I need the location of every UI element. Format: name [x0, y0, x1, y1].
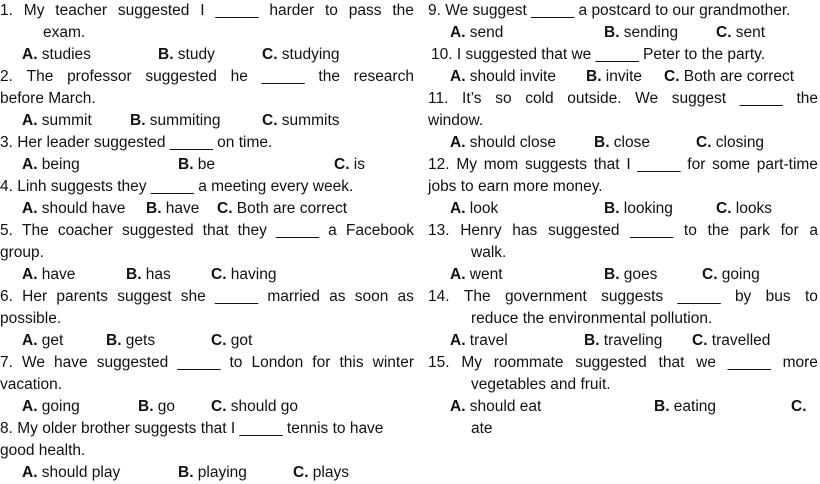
question-7-text-word: winter	[372, 354, 414, 371]
option-text: going	[717, 266, 760, 283]
question-5-text-word: a	[328, 222, 337, 239]
question-6-text-word: suggest	[117, 288, 172, 305]
question-6-option-a[interactable]	[22, 330, 63, 352]
question-11-text-word: 11.	[428, 90, 449, 107]
question-11-text-word: suggest	[671, 90, 727, 107]
question-1-option-c[interactable]	[262, 44, 340, 66]
question-1-text-word: _____	[215, 2, 259, 19]
question-12-text-word: that	[593, 156, 620, 173]
question-10-line-1	[428, 44, 818, 66]
question-9-text: 9. We suggest _____ a postcard to our grandmother.	[428, 2, 791, 19]
question-5-text-word: The	[22, 222, 49, 239]
question-14-text-word: suggests	[601, 288, 664, 305]
option-letter: C.	[664, 68, 680, 85]
question-5-options	[0, 264, 414, 286]
question-3-option-c[interactable]	[334, 154, 365, 176]
option-letter: A.	[450, 200, 466, 217]
option-letter: C.	[262, 112, 278, 129]
option-text: should play	[37, 464, 121, 481]
option-letter: A.	[450, 332, 466, 349]
question-5-text-word: _____	[275, 222, 320, 239]
option-text: having	[226, 266, 277, 283]
option-letter: B.	[130, 112, 146, 129]
option-letter: A.	[22, 112, 38, 129]
question-11-text-word: cold	[525, 90, 554, 107]
question-7-line-2	[0, 374, 414, 396]
question-7-option-b[interactable]	[138, 396, 175, 418]
option-text: is	[349, 156, 365, 173]
question-13-text-word: for	[780, 222, 799, 239]
question-12-text-word: mom	[483, 156, 519, 173]
question-6-text-word: as	[329, 288, 346, 305]
question-1-text-word: pass	[348, 2, 382, 19]
question-13-text-word: Henry	[460, 222, 502, 239]
question-11-text-cont: window.	[428, 112, 484, 129]
question-5-line-2	[0, 242, 414, 264]
option-text: travelled	[707, 332, 771, 349]
option-letter: B.	[604, 24, 620, 41]
question-7-option-c[interactable]	[211, 396, 298, 418]
question-3-option-b[interactable]	[178, 154, 215, 176]
option-letter: A.	[22, 200, 38, 217]
question-14-text-word: 14.	[428, 288, 450, 305]
question-11-text-word: outside.	[567, 90, 622, 107]
option-letter: B.	[594, 134, 610, 151]
right-column	[428, 0, 818, 440]
question-14-option-a[interactable]	[450, 330, 508, 352]
option-text: sending	[619, 24, 679, 41]
question-5-text-word: they	[237, 222, 267, 239]
question-3-options	[0, 154, 414, 176]
question-2-text-word: The	[26, 68, 54, 85]
question-14-line-2	[428, 308, 818, 330]
question-12-text-word: for	[687, 156, 706, 173]
question-12-text-word: some	[712, 156, 751, 173]
question-2-text-cont: before March.	[0, 90, 96, 107]
question-7-line-1	[0, 352, 414, 374]
question-10-options	[428, 66, 818, 88]
question-12-option-b[interactable]	[604, 198, 673, 220]
question-11-option-a[interactable]	[450, 132, 556, 154]
question-1-option-a[interactable]	[22, 44, 91, 66]
question-13-text-word: 13.	[428, 222, 450, 239]
question-1-text-word: teacher	[55, 2, 107, 19]
question-7-text-word: for	[312, 354, 331, 371]
question-5-text-word: Facebook	[345, 222, 414, 239]
question-8-line-2	[0, 440, 414, 462]
option-text: should close	[465, 134, 556, 151]
option-letter: A.	[450, 24, 466, 41]
question-10-option-c[interactable]	[664, 66, 794, 88]
option-text: go	[153, 398, 176, 415]
question-6-text-word: _____	[215, 288, 259, 305]
option-text: should go	[226, 398, 299, 415]
question-15-text-word: roommate	[493, 354, 564, 371]
question-7-text-word: have	[54, 354, 88, 371]
question-8-option-c[interactable]	[293, 462, 349, 484]
question-15-line-1	[428, 352, 818, 374]
option-letter: A.	[22, 464, 38, 481]
option-letter: B.	[584, 332, 600, 349]
option-letter: C.	[211, 332, 227, 349]
question-1-text-cont: exam.	[43, 24, 86, 41]
option-text: goes	[619, 266, 658, 283]
option-text: looks	[731, 200, 772, 217]
question-15-text-word: suggested	[575, 354, 647, 371]
question-6-text-word: 6.	[0, 288, 13, 305]
question-13-text-word: to	[683, 222, 697, 239]
option-text: went	[465, 266, 503, 283]
question-4-line-1	[0, 176, 414, 198]
option-text: traveling	[599, 332, 663, 349]
option-letter: A.	[450, 266, 466, 283]
question-12-text-word: _____	[637, 156, 681, 173]
question-14-text-word: government	[504, 288, 587, 305]
question-15-text-word: _____	[727, 354, 771, 371]
question-6-text-word: Her	[22, 288, 48, 305]
question-6-option-c[interactable]	[211, 330, 252, 352]
question-13-text-word: _____	[630, 222, 674, 239]
option-text: plays	[308, 464, 349, 481]
option-letter: C.	[211, 398, 227, 415]
option-text: studies	[37, 46, 91, 63]
option-text: got	[226, 332, 253, 349]
option-text: summits	[277, 112, 340, 129]
question-6-text-cont: possible.	[0, 310, 62, 327]
question-12-text-word: I	[626, 156, 631, 173]
question-12-line-2	[428, 176, 818, 198]
question-7-text-cont: vacation.	[0, 376, 63, 393]
question-14-text-word: bus	[765, 288, 791, 305]
question-3-option-a[interactable]	[22, 154, 80, 176]
question-11-text-word: _____	[739, 90, 783, 107]
option-text: Both are correct	[232, 200, 348, 217]
option-letter: A.	[450, 134, 466, 151]
question-15-text-cont: vegetables and fruit.	[471, 376, 611, 393]
option-text: study	[173, 46, 215, 63]
question-11-option-c[interactable]	[696, 132, 764, 154]
question-1-text-word: to	[324, 2, 338, 19]
question-6-line-1	[0, 286, 414, 308]
option-text: summit	[37, 112, 92, 129]
question-7-text-word: this	[339, 354, 364, 371]
question-2-option-b[interactable]	[130, 110, 220, 132]
question-6-text-word: married	[267, 288, 320, 305]
option-letter: B.	[138, 398, 154, 415]
question-2-line-1	[0, 66, 414, 88]
question-1-text-word: harder	[269, 2, 315, 19]
option-letter: C.	[217, 200, 233, 217]
option-letter: B.	[654, 398, 670, 415]
question-3-line-1	[0, 132, 414, 154]
question-15-option-c-cont	[428, 418, 818, 440]
option-text: gets	[121, 332, 156, 349]
option-letter: B.	[586, 68, 602, 85]
question-8-options	[0, 462, 414, 484]
question-1-text-word: suggested	[117, 2, 190, 19]
question-8-text: 8. My older brother suggests that I _____ tennis to have	[0, 420, 384, 437]
question-7-text-word: We	[22, 354, 45, 371]
option-text: going	[37, 398, 80, 415]
option-letter: A.	[450, 68, 466, 85]
question-14-text-word: to	[804, 288, 818, 305]
option-text: should have	[37, 200, 126, 217]
option-letter: C.	[716, 24, 732, 41]
question-14-text-word: The	[463, 288, 491, 305]
question-7-option-a[interactable]	[22, 396, 80, 418]
question-11-line-2	[428, 110, 818, 132]
question-2-options	[0, 110, 414, 132]
question-13-options	[428, 264, 818, 286]
question-1-text-word: 1.	[0, 2, 13, 19]
question-11-line-1	[428, 88, 818, 110]
question-1-options	[0, 44, 414, 66]
question-2-text-word: professor	[67, 68, 132, 85]
option-text: playing	[193, 464, 247, 481]
option-letter: B.	[106, 332, 122, 349]
option-letter: C.	[692, 332, 708, 349]
question-9-option-c[interactable]	[716, 22, 765, 44]
question-7-text-word: London	[251, 354, 304, 371]
option-text: closing	[711, 134, 765, 151]
question-11-option-b[interactable]	[594, 132, 650, 154]
question-8-option-b[interactable]	[178, 462, 247, 484]
question-4-options	[0, 198, 414, 220]
question-4-option-c[interactable]	[217, 198, 347, 220]
question-12-text-word: My	[456, 156, 477, 173]
option-text: have	[161, 200, 200, 217]
question-7-options	[0, 396, 414, 418]
option-letter: C.	[262, 46, 278, 63]
question-10-option-b[interactable]	[586, 66, 642, 88]
question-14-option-c[interactable]	[692, 330, 770, 352]
question-14-option-b[interactable]	[584, 330, 662, 352]
question-12-text-cont: jobs to earn more money.	[428, 178, 603, 195]
question-2-text-word: the	[318, 68, 340, 85]
question-6-text-word: parents	[56, 288, 109, 305]
option-letter: C.	[334, 156, 350, 173]
question-14-line-1	[428, 286, 818, 308]
question-13-option-b[interactable]	[604, 264, 657, 286]
option-text: invite	[601, 68, 642, 85]
question-10-option-a[interactable]	[450, 66, 556, 88]
question-15-text-word: more	[782, 354, 818, 371]
question-15-line-2	[428, 374, 818, 396]
question-4-option-a[interactable]	[22, 198, 125, 220]
question-15-text-word: we	[696, 354, 716, 371]
option-text: Both are correct	[679, 68, 795, 85]
option-text: being	[37, 156, 80, 173]
question-7-text-word: suggested	[96, 354, 169, 371]
question-8-option-a[interactable]	[22, 462, 120, 484]
question-1-text-word: I	[200, 2, 205, 19]
question-8-text-cont: good health.	[0, 442, 86, 459]
option-text: look	[465, 200, 499, 217]
option-text: should invite	[465, 68, 556, 85]
question-9-option-b[interactable]	[604, 22, 678, 44]
question-11-text-word: We	[635, 90, 659, 107]
option-letter: C.	[293, 464, 309, 481]
question-13-text-word: the	[707, 222, 730, 239]
question-12-options	[428, 198, 818, 220]
question-6-text-word: soon	[354, 288, 389, 305]
question-5-option-a[interactable]	[22, 264, 75, 286]
question-4-text: 4. Linh suggests they _____ a meeting every week.	[0, 178, 354, 195]
question-11-text-word: It’s	[462, 90, 482, 107]
question-8-line-1	[0, 418, 414, 440]
option-text: get	[37, 332, 64, 349]
option-letter: C.	[696, 134, 712, 151]
option-letter: A.	[22, 332, 38, 349]
question-3-text: 3. Her leader suggested _____ on time.	[0, 134, 273, 151]
question-15-text-word: My	[461, 354, 482, 371]
question-15-option-b[interactable]	[654, 396, 716, 418]
option-letter: B.	[158, 46, 174, 63]
question-13-text-word: suggested	[547, 222, 620, 239]
option-letter: A.	[22, 398, 38, 415]
question-2-option-a[interactable]	[22, 110, 92, 132]
question-15-options	[428, 396, 818, 418]
question-6-text-word: she	[180, 288, 206, 305]
question-14-text-word: by	[734, 288, 752, 305]
question-13-text-cont: walk.	[471, 244, 507, 261]
question-9-line-1	[428, 0, 818, 22]
question-15-text-word: that	[658, 354, 685, 371]
question-12-option-c[interactable]	[716, 198, 772, 220]
question-13-option-a[interactable]	[450, 264, 503, 286]
question-2-option-c[interactable]	[262, 110, 340, 132]
question-11-text-word: so	[495, 90, 512, 107]
question-4-option-b[interactable]	[146, 198, 199, 220]
option-letter: B.	[604, 200, 620, 217]
question-2-text-word: research	[353, 68, 414, 85]
option-text: close	[609, 134, 650, 151]
question-1-option-b[interactable]	[158, 44, 215, 66]
question-14-text-word: _____	[677, 288, 721, 305]
option-letter: C.	[702, 266, 718, 283]
question-11-text-word: the	[796, 90, 818, 107]
question-5-text-cont: group.	[0, 244, 44, 261]
option-text[interactable]: ate	[471, 420, 493, 437]
option-text: studying	[277, 46, 340, 63]
question-6-line-2	[0, 308, 414, 330]
option-text: sent	[731, 24, 766, 41]
option-text: looking	[619, 200, 673, 217]
question-12-option-a[interactable]	[450, 198, 498, 220]
question-7-text-word: 7.	[0, 354, 13, 371]
question-12-text-word: 12.	[428, 156, 450, 173]
option-text: should eat	[465, 398, 542, 415]
question-15-text-word: 15.	[428, 354, 450, 371]
question-2-text-word: he	[230, 68, 248, 85]
question-13-text-word: park	[739, 222, 770, 239]
option-letter: A.	[22, 156, 38, 173]
option-letter: A.	[22, 46, 38, 63]
option-letter: B.	[604, 266, 620, 283]
option-text: have	[37, 266, 76, 283]
option-text: has	[141, 266, 171, 283]
option-letter: A.	[450, 398, 466, 415]
option-text: summiting	[145, 112, 221, 129]
question-1-text-word: My	[23, 2, 45, 19]
question-5-text-word: suggested	[122, 222, 194, 239]
option-letter: B.	[178, 464, 194, 481]
question-5-option-c[interactable]	[211, 264, 276, 286]
question-14-options	[428, 330, 818, 352]
question-10-text: 10. I suggested that we _____ Peter to the party.	[431, 46, 766, 63]
question-5-text-word: that	[202, 222, 229, 239]
question-12-text-word: suggests	[524, 156, 587, 173]
question-13-line-2	[428, 242, 818, 264]
question-13-line-1	[428, 220, 818, 242]
question-15-option-c[interactable]	[791, 396, 807, 418]
option-text: travel	[465, 332, 508, 349]
question-14-text-cont: reduce the environmental pollution.	[471, 310, 713, 327]
option-letter: B.	[126, 266, 142, 283]
question-12-line-1	[428, 154, 818, 176]
question-12-text-word: part-time	[756, 156, 818, 173]
option-letter: C.	[791, 398, 807, 415]
question-2-text-word: suggested	[145, 68, 217, 85]
question-5-text-word: 5.	[0, 222, 13, 239]
question-6-text-word: as	[397, 288, 414, 305]
question-5-line-1	[0, 220, 414, 242]
option-letter: C.	[211, 266, 227, 283]
option-text: send	[465, 24, 504, 41]
question-7-text-word: _____	[177, 354, 221, 371]
option-text: be	[193, 156, 216, 173]
option-letter: C.	[716, 200, 732, 217]
option-letter: B.	[146, 200, 162, 217]
option-letter: B.	[178, 156, 194, 173]
question-1-line-2	[0, 22, 414, 44]
question-1-line-1	[0, 0, 414, 22]
question-13-text-word: a	[809, 222, 818, 239]
question-7-text-word: to	[229, 354, 243, 371]
question-1-text-word: the	[392, 2, 414, 19]
question-9-options	[428, 22, 818, 44]
question-15-option-a[interactable]	[450, 396, 541, 418]
question-2-line-2	[0, 88, 414, 110]
question-13-text-word: has	[512, 222, 538, 239]
question-5-text-word: coacher	[57, 222, 113, 239]
question-11-options	[428, 132, 818, 154]
question-2-text-word: 2.	[0, 68, 13, 85]
option-letter: A.	[22, 266, 38, 283]
question-6-option-b[interactable]	[106, 330, 155, 352]
option-text: eating	[669, 398, 717, 415]
question-5-option-b[interactable]	[126, 264, 171, 286]
question-13-option-c[interactable]	[702, 264, 760, 286]
question-6-options	[0, 330, 414, 352]
question-9-option-a[interactable]	[450, 22, 503, 44]
question-2-text-word: _____	[261, 68, 305, 85]
